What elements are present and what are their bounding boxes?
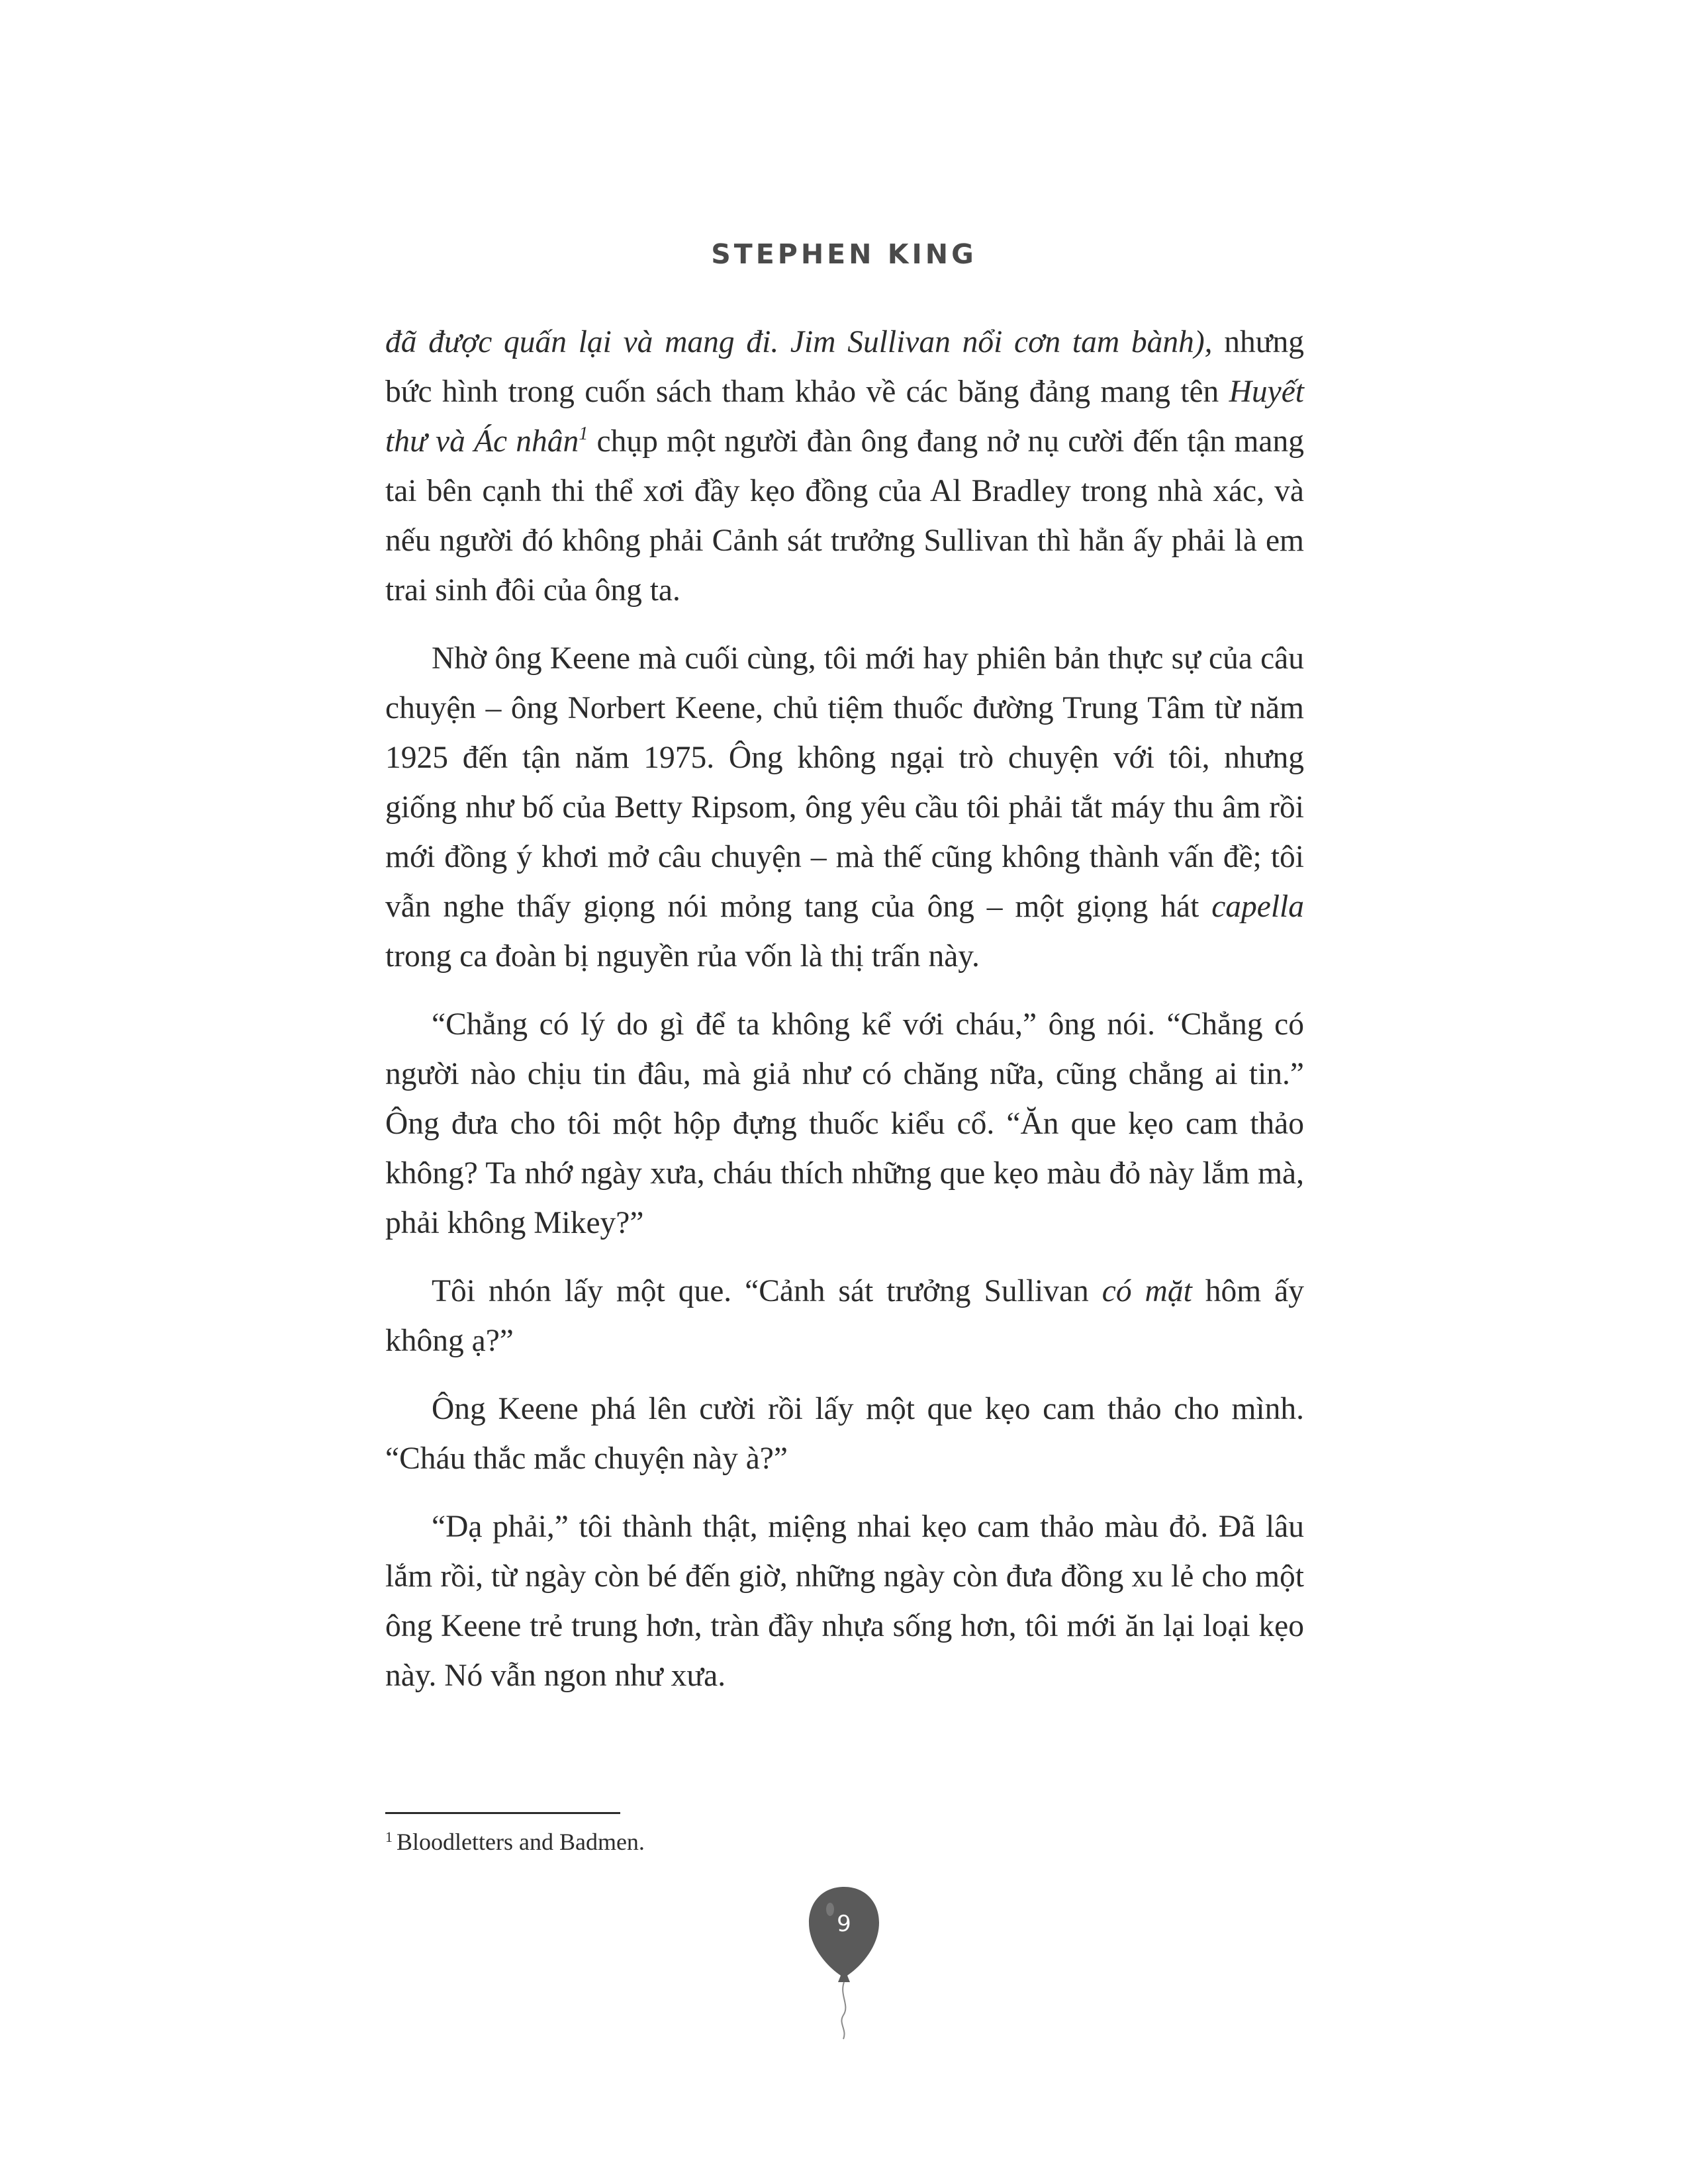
paragraph-1-text-b: chụp một người đàn ông đang nở nụ cười đến tận mang tai bên cạnh thi thể xơi đầy kẹo đồng của Al Bradley trong nhà xác, và nếu người đó không phải Cảnh sát trưởng Sullivan thì hẳn ấy phải là em trai sinh đôi của ông ta. xyxy=(385,424,1304,608)
paragraph-5: Ông Keene phá lên cười rồi lấy một que kẹo cam thảo cho mình. “Cháu thắc mắc chuyện này à?” xyxy=(385,1392,1304,1476)
paragraph-4-text-a: Tôi nhón lấy một que. “Cảnh sát trưởng Sullivan xyxy=(432,1274,1102,1308)
paragraph-4 xyxy=(385,1267,1304,1366)
paragraph-2-text-a: Nhờ ông Keene mà cuối cùng, tôi mới hay phiên bản thực sự của câu chuyện – ông Norbert Keene, chủ tiệm thuốc đường Trung Tâm từ năm 1925 đến tận năm 1975. Ông không ngại trò chuyện với tôi, nhưng giống như bố của Betty Ripsom, ông yêu cầu tôi phải tắt máy thu âm rồi mới đồng ý khơi mở câu chuyện – mà thế cũng không thành vấn đề; tôi vẫn nghe thấy giọng nói mỏng tang của ông – một giọng hát xyxy=(385,641,1304,924)
page-number: 9 xyxy=(837,1911,851,1937)
paragraph-6: “Dạ phải,” tôi thành thật, miệng nhai kẹo cam thảo màu đỏ. Đã lâu lắm rồi, từ ngày còn bé đến giờ, những ngày còn đưa đồng xu lẻ cho một ông Keene trẻ trung hơn, tràn đầy nhựa sống hơn, tôi mới ăn lại loại kẹo này. Nó vẫn ngon như xưa. xyxy=(385,1510,1304,1693)
paragraph-4-text-b: hôm ấy không ạ?” xyxy=(385,1274,1304,1358)
footnote-reference: 1 xyxy=(579,424,588,444)
paragraph-1 xyxy=(385,318,1304,615)
page-folio xyxy=(806,1883,882,2042)
running-head: STEPHEN KING xyxy=(711,238,977,270)
balloon-icon xyxy=(806,1883,882,2042)
footnote-marker: 1 xyxy=(385,1829,393,1845)
paragraph-3: “Chẳng có lý do gì để ta không kể với cháu,” ông nói. “Chẳng có người nào chịu tin đâu, mà giả như có chăng nữa, cũng chẳng ai tin.” Ông đưa cho tôi một hộp đựng thuốc kiểu cổ. “Ăn que kẹo cam thảo không? Ta nhớ ngày xưa, cháu thích những que kẹo màu đỏ này lắm mà, phải không Mikey?” xyxy=(385,1007,1304,1240)
italic-word-capella: capella xyxy=(1211,889,1304,924)
paragraph-1-text-a: nhưng bức hình trong cuốn sách tham khảo về các băng đảng mang tên xyxy=(385,325,1304,409)
paragraph-2 xyxy=(385,634,1304,981)
paragraph-2-text-b: trong ca đoàn bị nguyền rủa vốn là thị trấn này. xyxy=(385,939,980,974)
footnote-text: Bloodletters and Badmen. xyxy=(397,1829,645,1855)
italic-word-co-mat: có mặt xyxy=(1102,1274,1192,1308)
footnote-divider xyxy=(385,1812,620,1814)
italic-lead: đã được quấn lại và mang đi. Jim Sullivan nổi cơn tam bành), xyxy=(385,325,1213,359)
footnote xyxy=(385,1825,1304,1858)
book-title: Huyết thư và Ác nhân xyxy=(385,375,1304,459)
body-text xyxy=(385,318,1304,1719)
